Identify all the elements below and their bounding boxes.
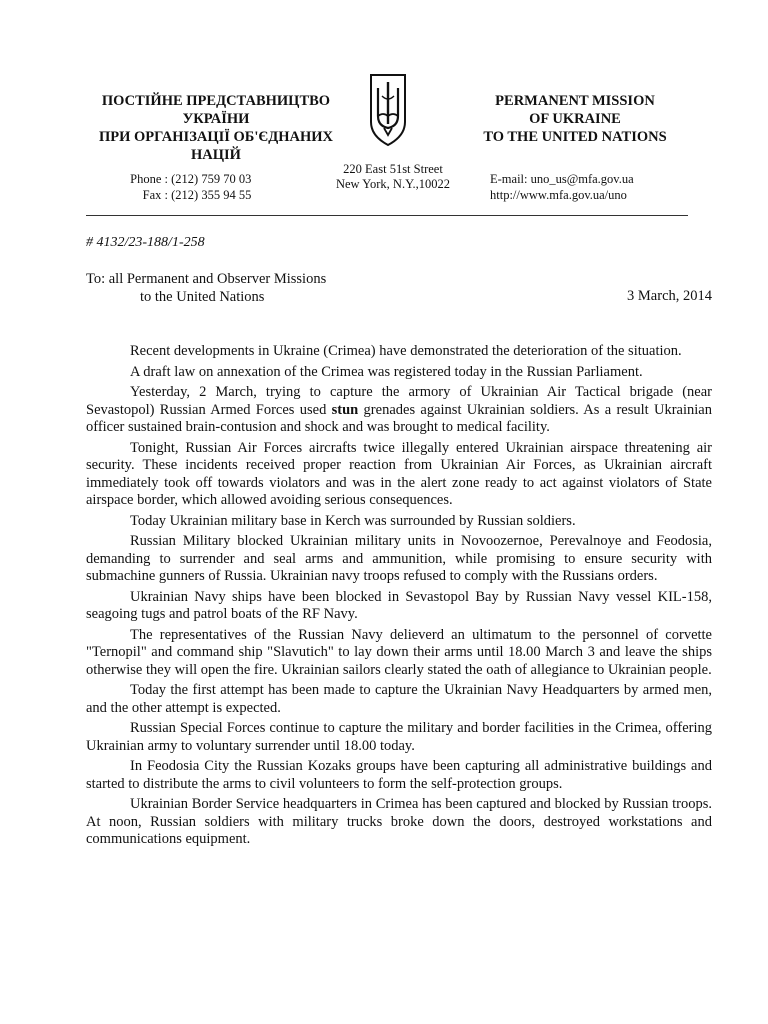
letterhead-english-line: OF UKRAINE [529, 111, 621, 127]
phone-label: Phone : [130, 172, 168, 186]
address-city: New York, N.Y.,10022 [335, 177, 451, 191]
letterhead-english [470, 92, 680, 146]
letterhead-english-line: TO THE UNITED NATIONS [483, 129, 667, 145]
body-paragraph: In Feodosia City the Russian Kozaks groups have been capturing all administrative buildings and started to distribute the arms to civil volunteers to form the self-protection groups. [86, 758, 712, 792]
letterhead-ukrainian [80, 92, 352, 164]
email-line: E-mail: uno_us@mfa.gov.ua [490, 172, 634, 186]
body-paragraph: Ukrainian Navy ships have been blocked in Sevastopol Bay by Russian Navy vessel KIL-158, seagoing tugs and patrol boats of the RF Navy. [86, 588, 712, 622]
recipient-line-2: to the United Nations [140, 289, 265, 305]
recipient-line-1: To: all Permanent and Observer Missions [86, 271, 327, 287]
body-paragraph: The representatives of the Russian Navy delieverd an ultimatum to the personnel of corvette "Ternopil" and command ship "Slavutich" to lay down their arms until 18.00 March 3 and leave the ships otherwise they will open the fire. Ukrainian sailors clearly stated the oath of allegiance to Ukrainian people. [86, 626, 712, 678]
reference-number: # 4132/23-188/1-258 [86, 235, 205, 250]
fax-number: (212) 355 94 55 [171, 188, 252, 202]
website-line: http://www.mfa.gov.ua/uno [490, 188, 627, 202]
phone-row [118, 171, 298, 187]
letterhead-ukrainian-line: УКРАЇНИ [182, 111, 250, 127]
body-paragraph: Ukrainian Border Service headquarters in Crimea has been captured and blocked by Russian troops. At noon, Russian soldiers with military trucks broke down the doors, destroyed workstations and communications equipment. [86, 796, 712, 847]
letterhead-ukrainian-line: НАЦІЙ [191, 147, 241, 163]
letterhead-ukrainian-line: ПРИ ОРГАНІЗАЦІЇ ОБ'ЄДНАНИХ [98, 129, 333, 145]
header-divider [86, 215, 688, 216]
email-web-block [490, 171, 690, 203]
letter-date: 3 March, 2014 [627, 288, 712, 304]
phone-fax-block [118, 171, 298, 203]
body-paragraph: Today Ukrainian military base in Kerch was surrounded by Russian soldiers. [130, 512, 576, 529]
body-paragraph: A draft law on annexation of the Crimea was registered today in the Russian Parliament. [130, 363, 643, 380]
fax-label: Fax : [142, 188, 168, 202]
trident-coat-of-arms-icon [368, 72, 408, 148]
fax-row [118, 187, 298, 203]
address-block [318, 162, 468, 192]
body-paragraph: Tonight, Russian Air Forces aircrafts twice illegally entered Ukrainian airspace threatening air security. These incidents received proper reaction from Ukrainian Air Forces, as Ukrainian aircraft immediately took off towards violators and was in the alert zone ready to act against violators of State airspace border, which allowed avoiding serious consequences. [86, 439, 712, 508]
body-paragraph: Recent developments in Ukraine (Crimea) have demonstrated the deterioration of the situation. [130, 343, 682, 359]
body-paragraph: Yesterday, 2 March, trying to capture the armory of Ukrainian Air Tactical brigade (near Sevastopol) Russian Armed Forces used stun grenades against Ukrainian soldiers. As a result Ukrainian officer sustained brain-contusion and shock and was brought to medical facility. [86, 384, 712, 435]
address-street: 220 East 51st Street [343, 162, 443, 176]
recipient-block [86, 270, 326, 306]
body-paragraph: Today the first attempt has been made to capture the Ukrainian Navy Headquarters by armed men, and the other attempt is expected. [86, 682, 712, 716]
letterhead-english-line: PERMANENT MISSION [495, 93, 655, 109]
letter-body [86, 343, 712, 852]
body-paragraph: Russian Military blocked Ukrainian military units in Novoozernoe, Perevalnoye and Feodosia, demanding to surrender and seal arms and ammunition, while promising to ensure security with submachine gunners of Russia. Ukrainian navy troops refused to comply with the Russians orders. [86, 533, 712, 584]
letterhead-ukrainian-line: ПОСТІЙНЕ ПРЕДСТАВНИЦТВО [101, 93, 331, 109]
body-paragraph: Russian Special Forces continue to capture the military and border facilities in the Crimea, offering Ukrainian army to voluntary surrender until 18.00 today. [86, 720, 712, 754]
phone-number: (212) 759 70 03 [171, 172, 252, 186]
